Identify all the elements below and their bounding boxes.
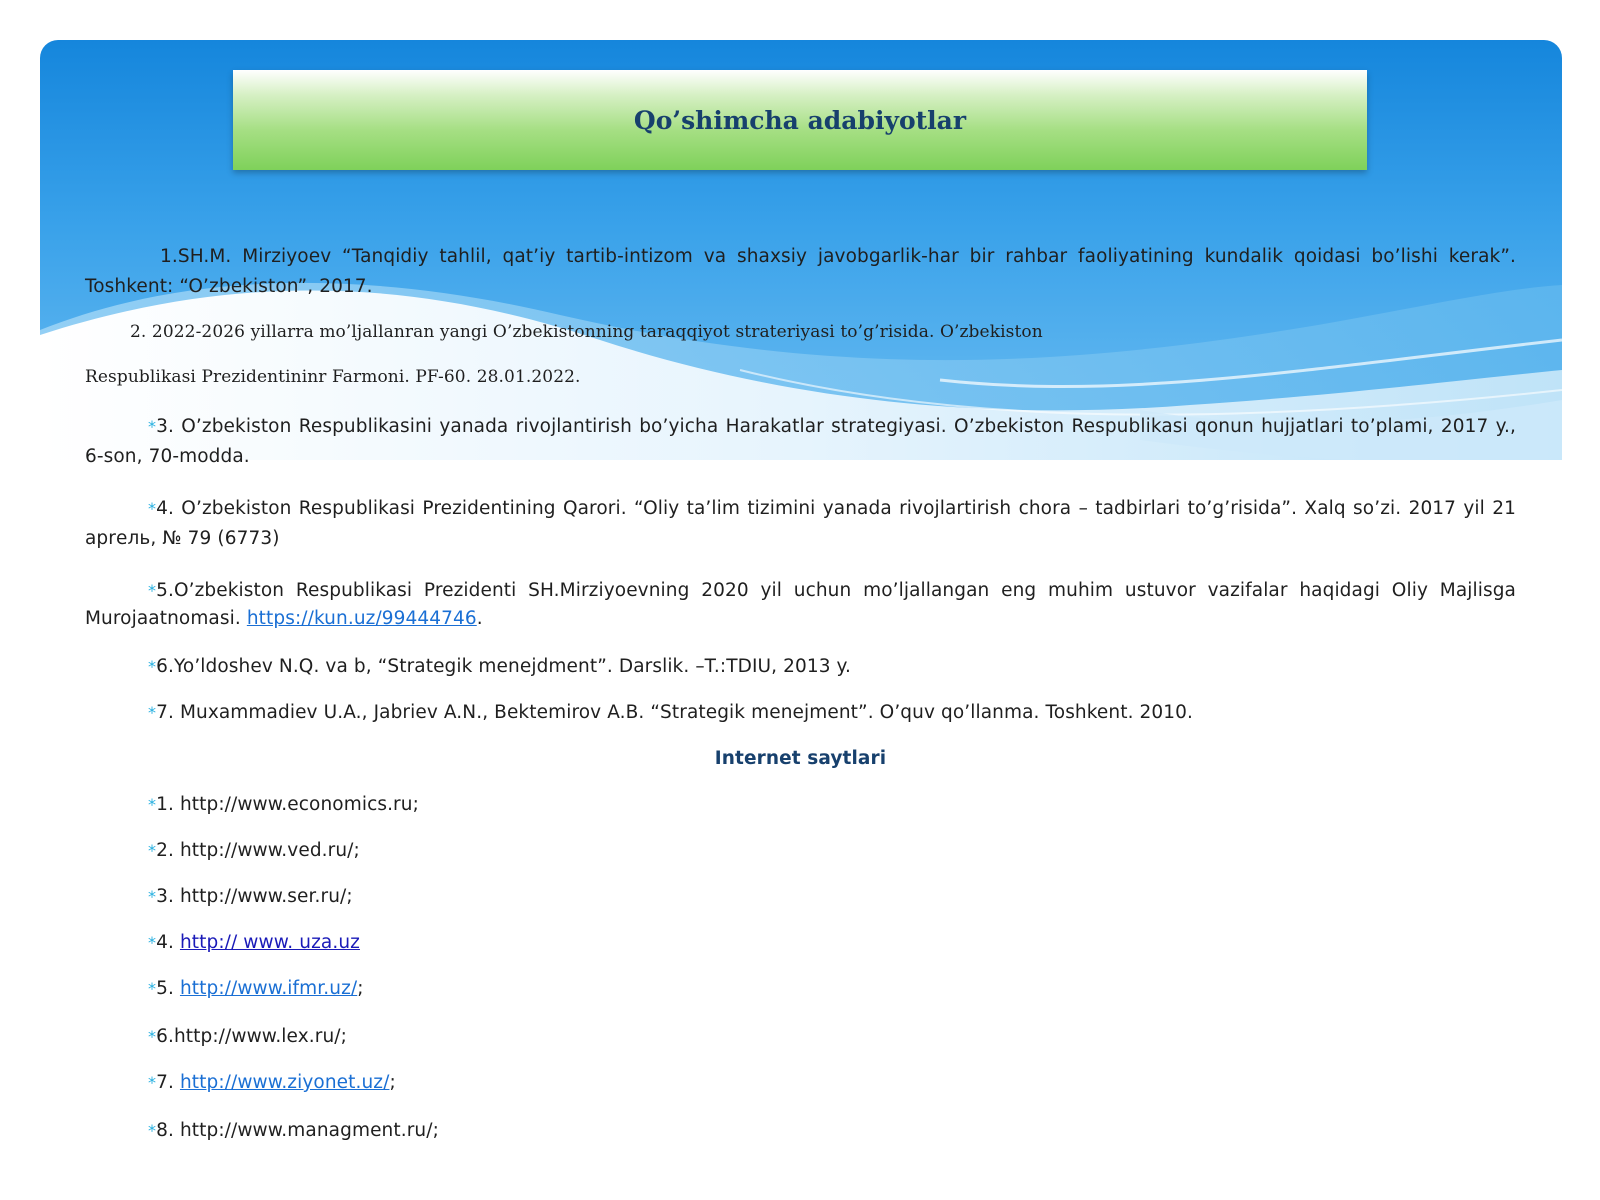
site-7-link[interactable]: http://www.ziyonet.uz/ [179,1072,390,1093]
bullet-icon: * [148,657,157,676]
bullet-icon: * [148,841,157,860]
title-banner [233,70,1367,170]
reference-4 [85,494,1516,554]
site-8 [85,1116,1516,1146]
bullet-icon: * [148,499,157,518]
reference-5-text: 5.O’zbekiston Respublikasi Prezidenti SH.Mirziyoevning 2020 yil uchun mo’ljallangan eng muhim ustuvor vazifalar haqidagi Oliy Majlisga Murojaatnomasi. [85,580,1516,629]
reference-5-end: . [476,608,483,629]
site-7-prefix: 7. [156,1072,180,1093]
site-5 [85,974,1516,1004]
site-2 [85,836,1516,866]
site-3 [85,882,1516,912]
site-5-prefix: 5. [156,978,180,999]
reference-5 [85,577,1516,633]
site-3-text: 3. http://www.ser.ru/; [156,886,353,907]
bullet-icon: * [148,417,157,436]
site-4 [85,928,1516,958]
site-1 [85,790,1516,820]
bullet-icon: * [148,979,157,998]
bullet-icon: * [148,703,157,722]
reference-2-line-1: 2. 2022-2026 yillarra mo’ljallanran yangi O’zbekistonning taraqqiyot strateriyasi to’g’risida. O’zbekiston [130,322,1043,342]
bullet-icon: * [148,795,157,814]
reference-2-line-2: Respublikasi Prezidentininr Farmoni. PF-60. 28.01.2022. [85,367,581,387]
site-6-text: 6.http://www.lex.ru/; [156,1026,347,1047]
bullet-icon: * [148,581,157,600]
site-2-text: 2. http://www.ved.ru/; [156,840,360,861]
site-5-link[interactable]: http://www.ifmr.uz/ [179,978,358,999]
site-4-link[interactable]: http:// www. uza.uz [179,932,360,953]
slide-title: Qo’shimcha adabiyotlar [633,105,967,135]
bullet-icon: * [148,887,157,906]
site-5-end: ; [357,978,364,999]
reference-5-link[interactable]: https://kun.uz/99444746 [246,608,477,629]
bullet-icon: * [148,1121,157,1140]
site-8-text: 8. http://www.managment.ru/; [156,1120,439,1141]
reference-6-text: 6.Yo’ldoshev N.Q. va b, “Strategik menejdment”. Darslik. –T.:TDIU, 2013 y. [156,656,851,677]
reference-1: 1.SH.M. Mirziyoev “Tanqidiy tahlil, qat’iy tartib-intizom va shaxsiy javobgarlik-har bir rahbar faoliyatining kundalik qoidasi bo’lishi kerak”. Toshkent: “O’zbekiston”, 2017. [85,246,1516,297]
site-6 [85,1022,1516,1052]
site-1-text: 1. http://www.economics.ru; [156,794,419,815]
bullet-icon: * [148,933,157,952]
bullet-icon: * [148,1027,157,1046]
internet-sites-heading: Internet saytlari [714,748,887,769]
site-7 [85,1068,1516,1098]
reference-3-text: 3. O’zbekiston Respublikasini yanada rivojlantirish bo’yicha Harakatlar strategiyasi. O’zbekiston Respublikasi qonun hujjatlari to’plami, 2017 y., 6-son, 70-modda. [85,416,1516,467]
site-7-end: ; [389,1072,396,1093]
bullet-icon: * [148,1073,157,1092]
reference-7 [85,698,1516,728]
reference-7-text: 7. Muxammadiev U.A., Jabriev A.N., Bektemirov A.B. “Strategik menejment”. O’quv qo’llanma. Toshkent. 2010. [156,702,1193,723]
reference-6 [85,652,1516,682]
reference-4-text: 4. O’zbekiston Respublikasi Prezidentining Qarori. “Oliy ta’lim tizimini yanada rivojlartirish chora – tadbirlari to’g’risida”. Xalq so’zi. 2017 yil 21 aprель, № 79 (6773) [85,498,1516,549]
reference-3 [85,412,1516,472]
site-4-prefix: 4. [156,932,180,953]
